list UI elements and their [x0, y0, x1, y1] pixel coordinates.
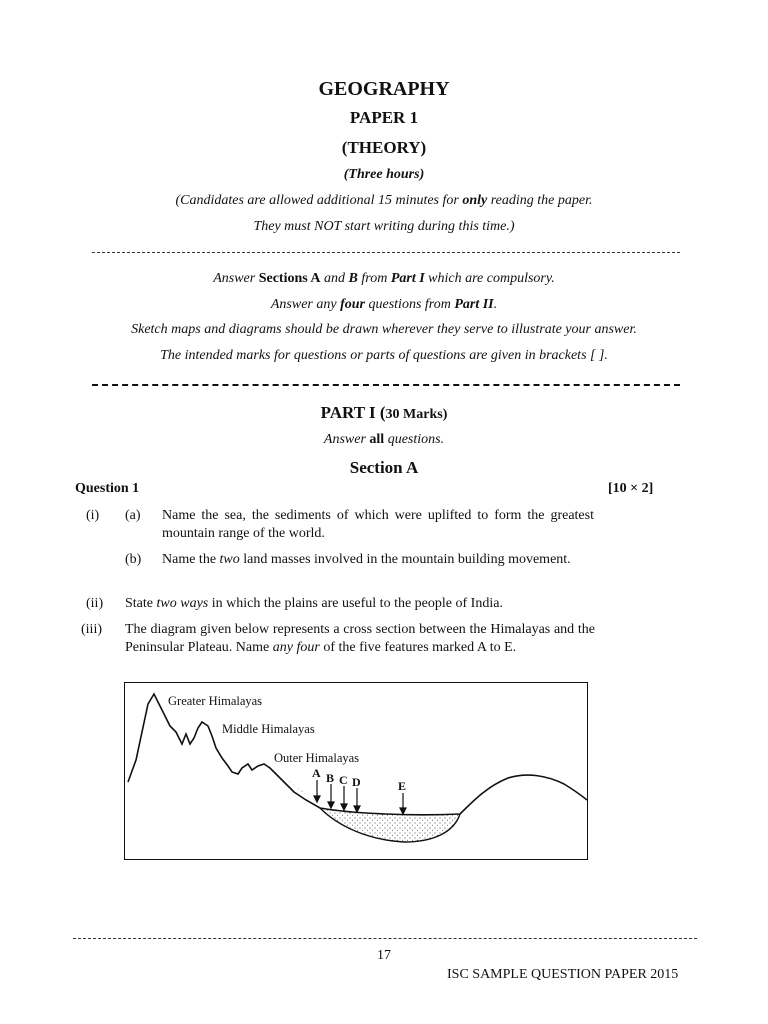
page-number: 17: [377, 948, 391, 963]
instruction-3: Sketch maps and diagrams should be drawn wherever they serve to illustrate your answer.: [131, 322, 637, 337]
part-title: PART I (30 Marks): [320, 403, 448, 422]
diagram-frame: [125, 683, 588, 860]
subq-ii-number: (ii): [86, 596, 104, 611]
subq-iii-number: (iii): [81, 622, 102, 637]
question-marks: [10 × 2]: [608, 481, 654, 496]
instruction-4: The intended marks for questions or parts of questions are given in brackets [ ].: [160, 348, 608, 363]
paper-number: PAPER 1: [349, 108, 419, 127]
subq-ii-text: State two ways in which the plains are useful to the people of India.: [125, 596, 503, 611]
section-title: Section A: [349, 458, 419, 477]
paper-subject: GEOGRAPHY: [318, 78, 450, 100]
divider-thick: [92, 384, 680, 386]
label-middle-himalayas: Middle Himalayas: [222, 722, 315, 736]
paper-duration: (Three hours): [343, 167, 425, 182]
divider-thin: [92, 252, 680, 253]
subq-i-b-text: Name the two land masses involved in the mountain building movement.: [162, 552, 571, 567]
label-E: E: [398, 779, 407, 793]
label-outer-himalayas: Outer Himalayas: [274, 751, 360, 765]
question-label: Question 1: [75, 481, 140, 496]
label-greater-himalayas: Greater Himalayas: [168, 694, 263, 708]
footer-divider: [73, 938, 697, 939]
subq-i-a-number: (a): [125, 508, 141, 523]
reading-time-note-2: They must NOT start writing during this time.): [253, 219, 515, 234]
subq-i-number: (i): [86, 508, 100, 523]
paper-type: (THEORY): [341, 138, 427, 157]
label-C: C: [339, 773, 348, 787]
cross-section-diagram: [124, 682, 588, 860]
label-D: D: [352, 775, 361, 789]
label-A: A: [312, 766, 321, 780]
instruction-1: Answer Sections A and B from Part I which are compulsory.: [213, 271, 555, 286]
part-instruction: Answer all questions.: [323, 432, 445, 447]
footer-source: ISC SAMPLE QUESTION PAPER 2015: [447, 967, 679, 982]
subq-i-b-number: (b): [125, 552, 142, 567]
reading-time-note: (Candidates are allowed additional 15 minutes for only reading the paper.: [175, 193, 593, 208]
subq-iii-text: The diagram given below represents a cross section between the Himalayas and the Peninsular Plateau. Name any four of the five features marked A to E.: [125, 622, 595, 655]
instruction-2: Answer any four questions from Part II.: [270, 297, 498, 312]
label-B: B: [326, 771, 335, 785]
subq-i-a-text: Name the sea, the sediments of which were uplifted to form the greatest mountain range of the world.: [162, 508, 594, 541]
